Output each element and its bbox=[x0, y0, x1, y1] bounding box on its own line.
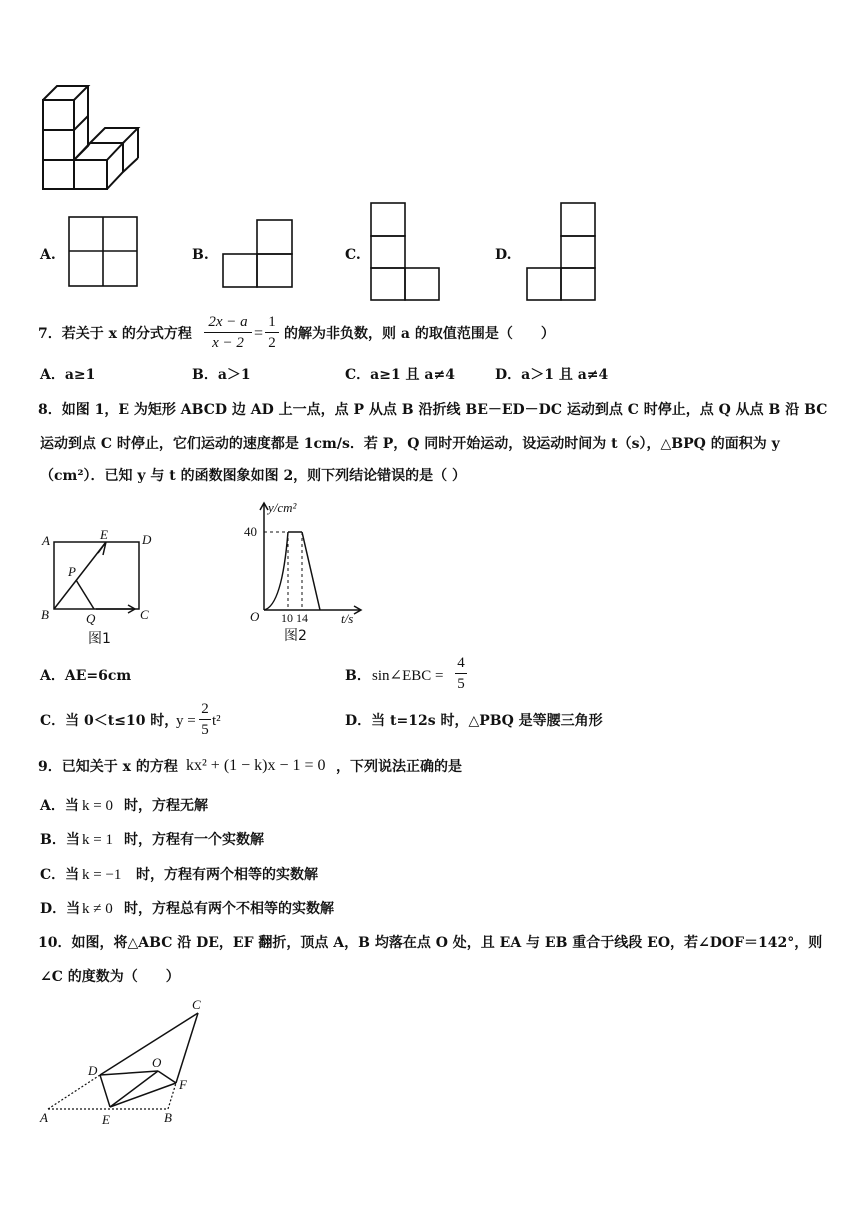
q8-option-b-expr: sin∠EBC = bbox=[372, 668, 444, 684]
fig1-label-q: Q bbox=[86, 611, 96, 626]
q7-frac-left-num: 2x − a bbox=[208, 314, 248, 330]
q8-stem-line3: （cm²）．已知 y 与 t 的函数图象如图 2，则下列结论错误的是（ ） bbox=[40, 468, 467, 484]
q9-option-a-text: 时，方程无解 bbox=[124, 798, 208, 814]
q7-option-b[interactable]: B．a＞1 bbox=[192, 367, 251, 383]
q10-stem-line2: ∠C 的度数为（ ） bbox=[40, 969, 180, 985]
q8-option-c-expr-left: y = bbox=[176, 713, 196, 729]
q9-option-b-text: 时，方程有一个实数解 bbox=[124, 832, 264, 848]
q10-label-b: B bbox=[164, 1110, 172, 1125]
q7-option-a[interactable]: A．a≥1 bbox=[40, 367, 96, 383]
q6-option-c-label[interactable]: C. bbox=[345, 247, 361, 263]
q8-option-b-num: 4 bbox=[457, 655, 465, 671]
fig1-label-a: A bbox=[42, 533, 50, 548]
q6-option-b-label[interactable]: B. bbox=[192, 247, 209, 263]
q8-option-b-fraction bbox=[455, 654, 467, 693]
fig2-x-ticks: 10 14 bbox=[281, 611, 308, 625]
q10-label-d: D bbox=[88, 1063, 98, 1078]
q7-equals: = bbox=[254, 325, 264, 342]
q10-label-a: A bbox=[40, 1110, 48, 1125]
q9-equation: kx² + (1 − k)x − 1 = 0 bbox=[186, 757, 326, 774]
q9-stem-prefix: 9．已知关于 x 的方程 bbox=[38, 759, 178, 775]
q9-option-a-letter: A．当 bbox=[40, 798, 79, 814]
fig2-y-axis-label: y/cm² bbox=[268, 500, 297, 515]
q7-option-c[interactable]: C．a≥1 且 a≠4 bbox=[345, 367, 455, 383]
q8-stem-line1: 8．如图 1，E 为矩形 ABCD 边 AD 上一点，点 P 从点 B 沿折线 BE－ED－DC 运动到点 C 时停止，点 Q 从点 B 沿 BC bbox=[38, 402, 828, 418]
q9-option-c-text: 时，方程有两个相等的实数解 bbox=[136, 867, 318, 883]
q10-label-o: O bbox=[152, 1055, 162, 1070]
q10-label-f: F bbox=[179, 1077, 187, 1092]
q9-option-d-cond: k ≠ 0 bbox=[82, 901, 113, 917]
q8-option-c-expr-right: t² bbox=[212, 713, 221, 729]
q8-stem-line2: 运动到点 C 时停止，它们运动的速度都是 1cm/s．若 P，Q 同时开始运动，设运动时间为 t（s），△BPQ 的面积为 y bbox=[40, 436, 780, 452]
q10-stem-line1: 10．如图，将△ABC 沿 DE，EF 翻折，顶点 A，B 均落在点 O 处，且 EA 与 EB 重合于线段 EO，若∠DOF＝142°，则 bbox=[38, 935, 823, 951]
q9-option-b-cond: k = 1 bbox=[82, 832, 113, 848]
fig1-caption: 图1 bbox=[88, 631, 111, 647]
q9-option-d-text: 时，方程总有两个不相等的实数解 bbox=[124, 901, 334, 917]
q6-option-d-figure bbox=[526, 202, 598, 302]
fig2-x-axis-label: t/s bbox=[341, 611, 354, 626]
q8-option-b-prefix[interactable]: B． bbox=[345, 668, 371, 684]
q10-label-c: C bbox=[192, 997, 201, 1012]
q7-fraction-left bbox=[204, 313, 252, 352]
q9-option-c-letter: C．当 bbox=[40, 867, 80, 883]
fig1-label-c: C bbox=[140, 607, 149, 622]
q9-option-a-cond: k = 0 bbox=[82, 798, 113, 814]
q6-option-a-figure bbox=[68, 216, 138, 288]
fig1-label-p: P bbox=[68, 564, 76, 579]
q8-option-c-prefix[interactable]: C．当 0＜t≤10 时， bbox=[40, 713, 179, 729]
q8-figure1 bbox=[38, 525, 168, 650]
q8-figure2 bbox=[240, 498, 370, 650]
q7-frac-right-num: 1 bbox=[268, 314, 276, 330]
fig1-label-d: D bbox=[142, 532, 152, 547]
q9-option-b-letter: B．当 bbox=[40, 832, 80, 848]
q7-option-d[interactable]: D．a＞1 且 a≠4 bbox=[495, 367, 609, 383]
q9-stem-suffix: ，下列说法正确的是 bbox=[336, 759, 462, 775]
fig2-caption: 图2 bbox=[284, 628, 307, 644]
q10-triangle-figure bbox=[38, 995, 208, 1130]
q7-fraction-right bbox=[265, 313, 279, 352]
q8-option-c-fraction bbox=[199, 700, 211, 739]
q6-option-b-figure bbox=[222, 219, 294, 289]
q7-stem-prefix: 7．若关于 x 的分式方程 bbox=[38, 326, 192, 342]
q8-option-c-num: 2 bbox=[201, 701, 209, 717]
q6-option-a-label[interactable]: A. bbox=[40, 247, 56, 263]
q6-option-c-figure bbox=[370, 202, 442, 302]
q7-frac-right-den: 2 bbox=[268, 335, 276, 351]
q7-frac-left-den: x − 2 bbox=[212, 335, 244, 351]
q8-option-a[interactable]: A．AE=6cm bbox=[40, 668, 132, 684]
fig2-y-tick: 40 bbox=[244, 524, 257, 539]
q7-stem-suffix: 的解为非负数，则 a 的取值范围是（ ） bbox=[284, 326, 555, 342]
q8-option-c-den: 5 bbox=[201, 722, 209, 738]
fig2-origin-label: O bbox=[250, 609, 260, 624]
q6-option-d-label[interactable]: D. bbox=[495, 247, 512, 263]
q9-option-d-letter: D．当 bbox=[40, 901, 81, 917]
q10-label-e: E bbox=[102, 1112, 110, 1127]
q9-option-c-cond: k = −1 bbox=[82, 867, 122, 883]
q8-option-d[interactable]: D．当 t=12s 时，△PBQ 是等腰三角形 bbox=[345, 713, 603, 729]
q8-option-b-den: 5 bbox=[457, 676, 465, 692]
fig1-label-b: B bbox=[41, 607, 49, 622]
fig1-label-e: E bbox=[100, 527, 108, 542]
